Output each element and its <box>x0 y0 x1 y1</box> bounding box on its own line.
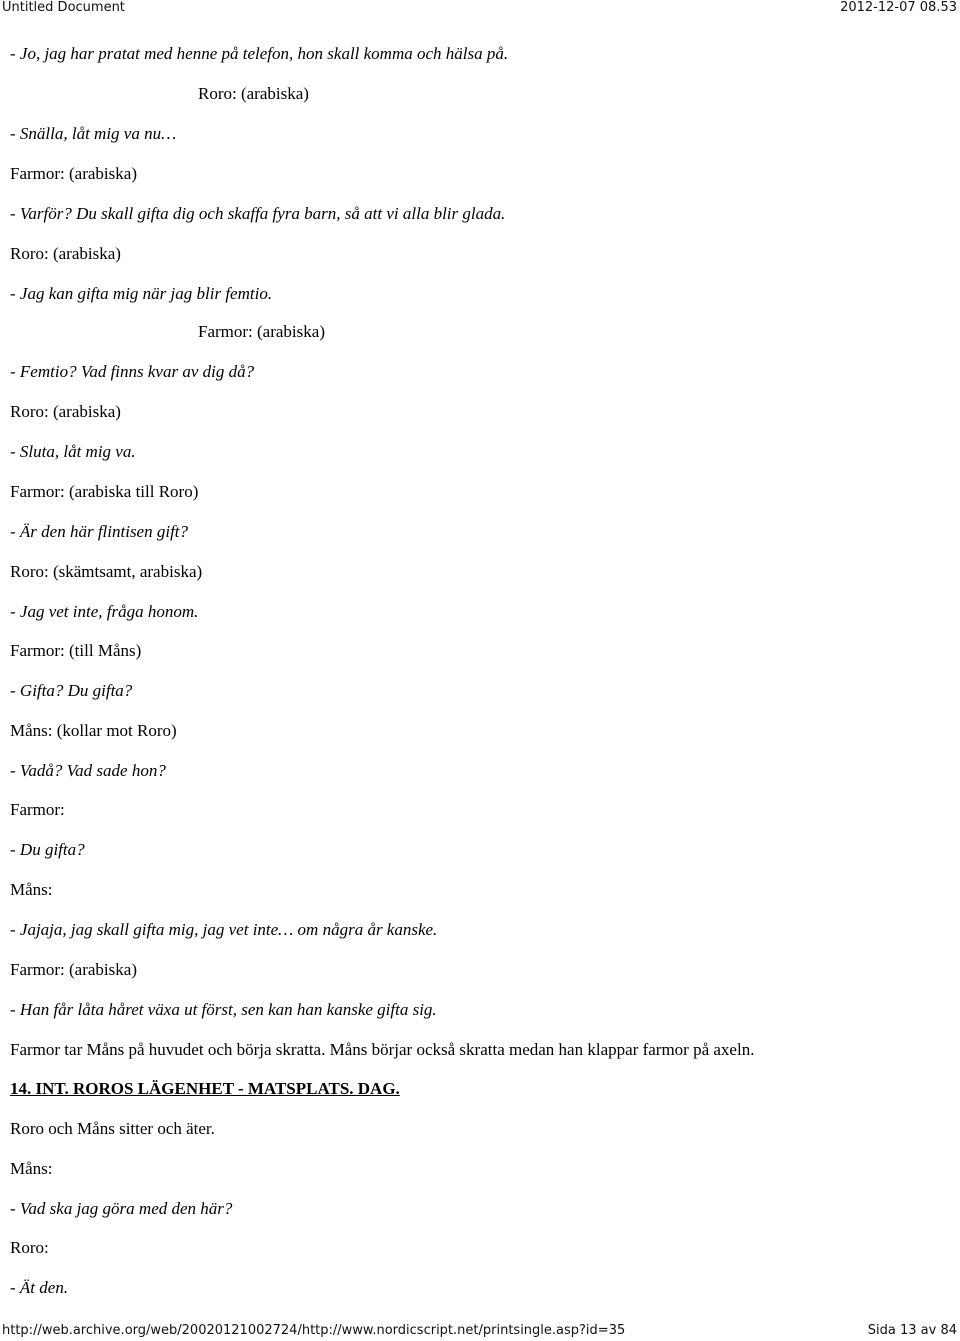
dialogue-line: - Femtio? Vad finns kvar av dig då? <box>10 362 255 381</box>
speaker-cue: Roro: (arabiska) <box>10 402 121 421</box>
speaker-cue: Roro: <box>10 1238 49 1257</box>
dialogue-line: - Jo, jag har pratat med henne på telefon, hon skall komma och hälsa på. <box>10 44 509 63</box>
browser-print-footer <box>0 1323 960 1339</box>
dialogue-line: - Du gifta? <box>10 840 85 859</box>
dialogue-line: - Gifta? Du gifta? <box>10 681 133 700</box>
speaker-cue: Roro: (skämtsamt, arabiska) <box>10 562 203 581</box>
browser-print-header <box>0 0 960 16</box>
speaker-cue: Farmor: (till Måns) <box>10 641 142 660</box>
speaker-cue: Farmor: <box>10 800 65 819</box>
speaker-cue: Måns: (kollar mot Roro) <box>10 721 177 740</box>
dialogue-line: - Är den här flintisen gift? <box>10 522 189 541</box>
dialogue-line: - Varför? Du skall gifta dig och skaffa fyra barn, så att vi alla blir glada. <box>10 204 506 223</box>
speaker-cue: Farmor: (arabiska) <box>10 164 137 183</box>
dialogue-line: - Sluta, låt mig va. <box>10 442 136 461</box>
source-url: http://web.archive.org/web/20020121002724/http://www.nordicscript.net/printsingle.asp?id=35 <box>2 1323 626 1338</box>
page-number: Sida 13 av 84 <box>867 1323 957 1338</box>
print-timestamp: 2012-12-07 08.53 <box>840 0 957 15</box>
dialogue-line: - Jag vet inte, fråga honom. <box>10 602 199 621</box>
dialogue-line: - Jajaja, jag skall gifta mig, jag vet inte… om några år kanske. <box>10 920 438 939</box>
action-line: Roro och Måns sitter och äter. <box>10 1119 215 1138</box>
dialogue-line: - Ät den. <box>10 1278 69 1297</box>
dialogue-line: - Snälla, låt mig va nu… <box>10 124 177 143</box>
speaker-cue: Farmor: (arabiska) <box>198 322 325 341</box>
speaker-cue: Måns: <box>10 880 53 899</box>
dialogue-line: - Jag kan gifta mig när jag blir femtio. <box>10 284 273 303</box>
speaker-cue: Roro: (arabiska) <box>198 84 309 103</box>
speaker-cue: Roro: (arabiska) <box>10 244 121 263</box>
dialogue-line: - Vadå? Vad sade hon? <box>10 761 166 780</box>
speaker-cue: Farmor: (arabiska till Roro) <box>10 482 199 501</box>
action-line: Farmor tar Måns på huvudet och börja skratta. Måns börjar också skratta medan han klappar farmor på axeln. <box>10 1040 755 1059</box>
speaker-cue: Måns: <box>10 1159 53 1178</box>
document-title: Untitled Document <box>2 0 125 15</box>
speaker-cue: Farmor: (arabiska) <box>10 960 137 979</box>
dialogue-line: - Vad ska jag göra med den här? <box>10 1199 233 1218</box>
dialogue-line: - Han får låta håret växa ut först, sen kan han kanske gifta sig. <box>10 1000 437 1019</box>
scene-heading: 14. INT. ROROS LÄGENHET - MATSPLATS. DAG. <box>10 1079 400 1098</box>
